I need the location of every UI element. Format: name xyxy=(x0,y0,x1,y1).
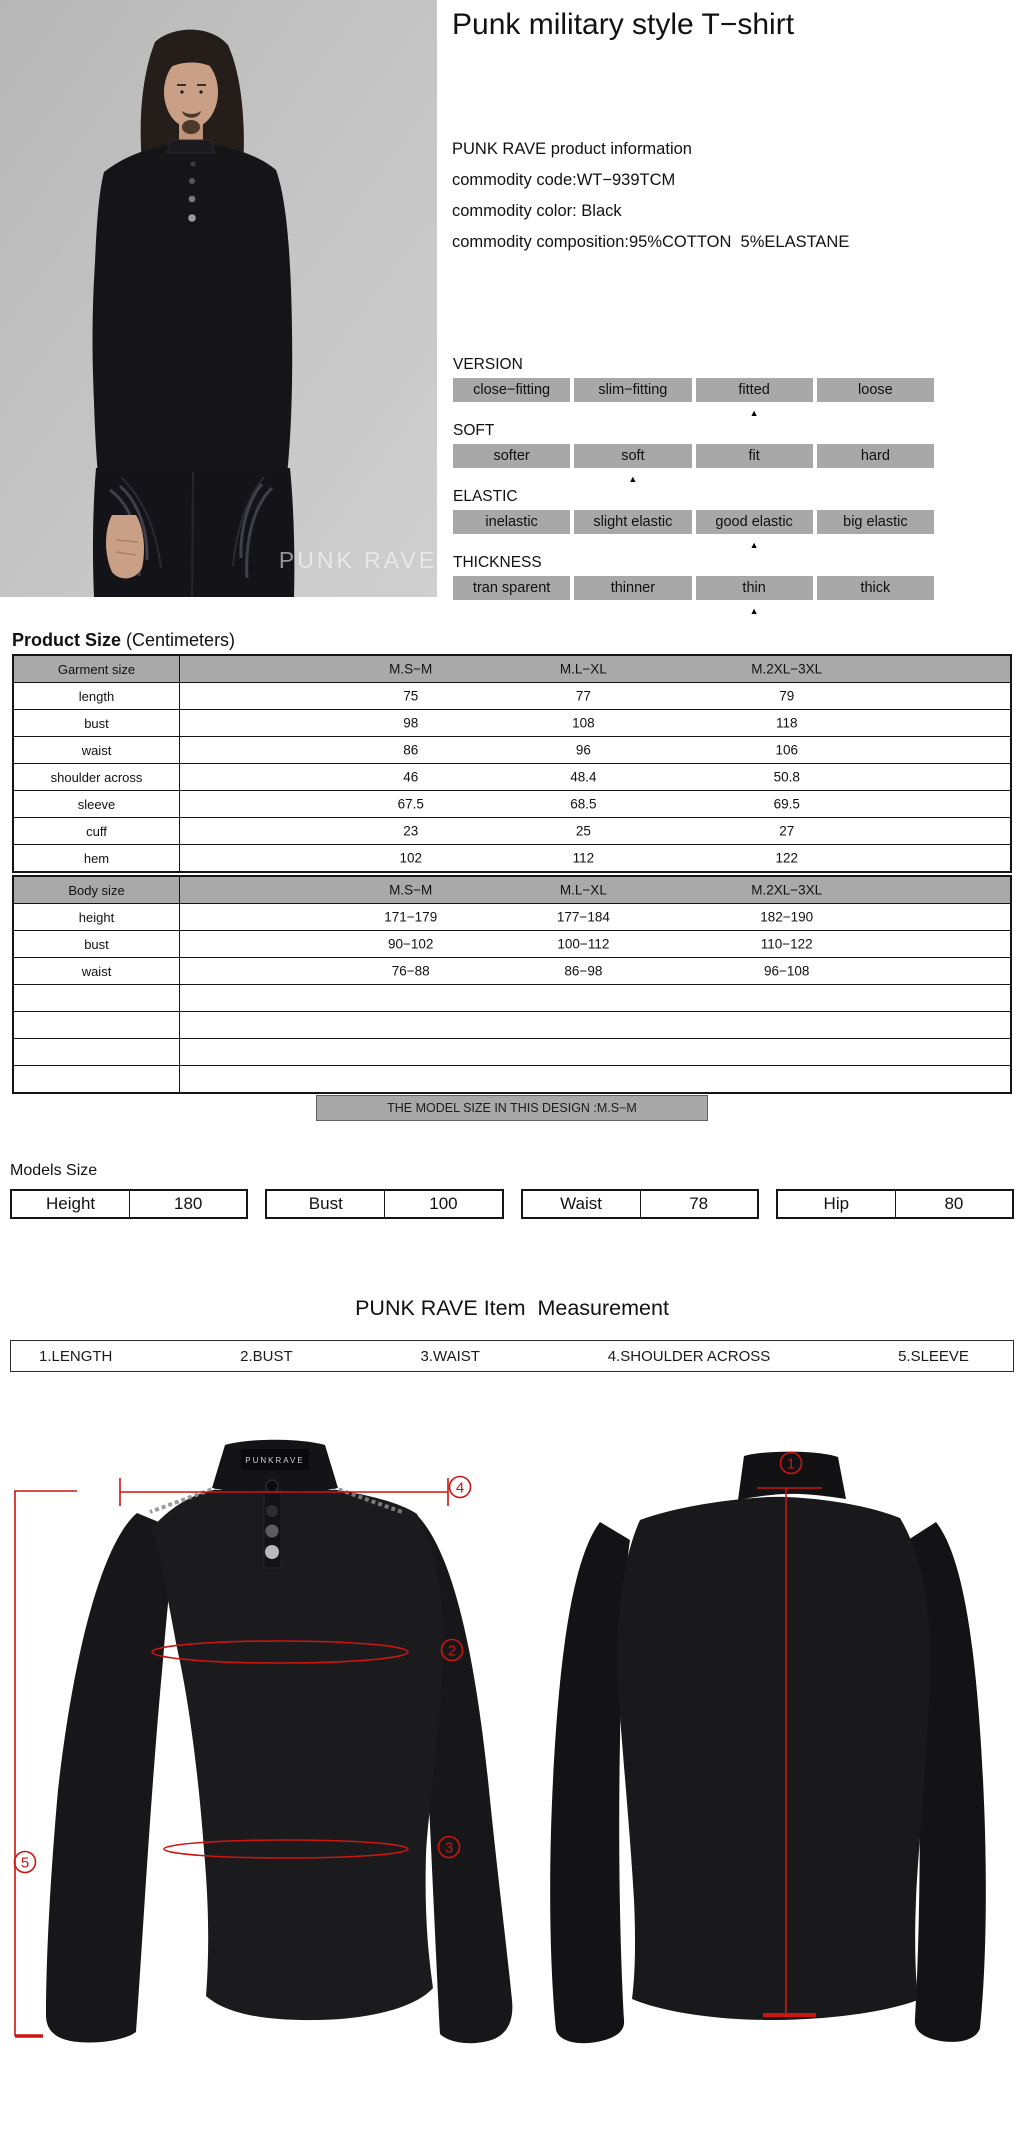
size-table-row xyxy=(14,984,1010,1011)
model-goatee xyxy=(182,120,200,134)
product-size-heading xyxy=(12,630,235,651)
marker-cell xyxy=(574,535,691,548)
shirt-button-icon xyxy=(189,196,196,203)
attribute-bar xyxy=(453,510,934,534)
cell-value: 90−102 xyxy=(388,936,434,952)
cell-value: M.S−M xyxy=(389,661,433,677)
attribute-name: VERSION xyxy=(453,356,523,373)
models-size-dimension-label: Bust xyxy=(308,1194,343,1213)
cell-value: M.L−XL xyxy=(559,661,607,677)
row-values xyxy=(180,1039,1010,1065)
back-torso xyxy=(617,1497,930,2020)
models-size-dimension-value: 78 xyxy=(640,1191,757,1217)
measurement-legend-item: 4.SHOULDER ACROSS xyxy=(607,1347,771,1365)
cell-value: 77 xyxy=(575,688,591,704)
cell-value: 108 xyxy=(572,715,595,731)
selected-marker-icon: ▲ xyxy=(628,474,638,484)
models-size-box xyxy=(521,1189,759,1219)
attribute-bar xyxy=(453,444,934,468)
row-values xyxy=(180,904,1010,930)
product-info-heading: PUNK RAVE product information xyxy=(452,140,692,158)
commodity-color-line xyxy=(452,196,849,227)
marker-cell xyxy=(817,601,934,614)
attribute-option: slim−fitting xyxy=(574,378,691,402)
attribute-bar xyxy=(453,576,934,600)
garment-size-table xyxy=(12,654,1012,873)
cell-value: 102 xyxy=(399,850,422,866)
cell-value: 23 xyxy=(403,823,419,839)
cell-value: 27 xyxy=(779,823,795,839)
measurement-heading: PUNK RAVE Item Measurement xyxy=(355,1296,669,1320)
row-label: height xyxy=(14,904,180,930)
cell-value: 25 xyxy=(575,823,591,839)
attribute-option: tran sparent xyxy=(453,576,570,600)
measurement-legend-strip xyxy=(10,1340,1014,1372)
marker-cell xyxy=(696,403,813,416)
attribute-name: ELASTIC xyxy=(453,488,518,505)
cell-value: 75 xyxy=(403,688,419,704)
measurement-legend-item: 2.BUST xyxy=(240,1347,293,1365)
models-size-dimension-label: Waist xyxy=(560,1194,602,1213)
size-table-row xyxy=(14,844,1010,871)
cell-value: 48.4 xyxy=(570,769,597,785)
shirt-button-icon xyxy=(266,1480,278,1492)
attribute-option: good elastic xyxy=(696,510,813,534)
attribute-option: close−fitting xyxy=(453,378,570,402)
models-size-dimension-value: 80 xyxy=(895,1191,1012,1217)
row-values xyxy=(180,877,1010,903)
size-table-row xyxy=(14,790,1010,817)
measurement-diagram-illustration xyxy=(0,1380,1024,2154)
attribute-sections xyxy=(453,356,934,620)
size-table-row xyxy=(14,1038,1010,1065)
cell-value: 171−179 xyxy=(384,909,438,925)
row-values xyxy=(180,1012,1010,1038)
front-torso xyxy=(152,1490,444,2020)
commodity-composition-value: 95%COTTON 5%ELASTANE xyxy=(628,233,850,251)
attribute-marker-row xyxy=(453,469,934,482)
marker-cell xyxy=(696,535,813,548)
model-photo xyxy=(0,0,437,597)
measurement-legend-item: 5.SLEEVE xyxy=(898,1347,969,1365)
row-values xyxy=(180,1066,1010,1092)
commodity-code-line xyxy=(452,165,849,196)
shoulder-number: 4 xyxy=(455,1479,465,1497)
cell-value: 96 xyxy=(575,742,591,758)
attribute-name: SOFT xyxy=(453,422,495,439)
row-values xyxy=(180,656,1010,682)
commodity-code-label: commodity code: xyxy=(452,171,577,189)
length-number: 1 xyxy=(786,1455,796,1473)
commodity-color-label: commodity color: xyxy=(452,202,577,220)
marker-cell xyxy=(453,403,570,416)
attribute-section xyxy=(453,356,934,416)
models-size-dimension-value: 180 xyxy=(129,1191,246,1217)
marker-cell xyxy=(817,403,934,416)
row-label: Body size xyxy=(14,877,180,903)
row-values xyxy=(180,818,1010,844)
cell-value: 110−122 xyxy=(760,936,813,952)
attribute-option: slight elastic xyxy=(574,510,691,534)
row-values xyxy=(180,764,1010,790)
cell-value: M.S−M xyxy=(389,882,433,898)
row-values xyxy=(180,931,1010,957)
models-size-dimension-label: Height xyxy=(45,1194,96,1213)
row-label: sleeve xyxy=(14,791,180,817)
cell-value: 79 xyxy=(779,688,795,704)
size-table-header-row xyxy=(14,877,1010,903)
shirt-button-icon xyxy=(190,161,195,166)
marker-cell xyxy=(696,601,813,614)
attribute-marker-row xyxy=(453,403,934,416)
models-size-box xyxy=(10,1189,248,1219)
cell-value: 98 xyxy=(403,715,419,731)
measurement-legend-item: 1.LENGTH xyxy=(39,1347,113,1365)
shirt-button-icon xyxy=(266,1505,278,1517)
size-table-row xyxy=(14,736,1010,763)
marker-cell xyxy=(574,601,691,614)
attribute-option: thin xyxy=(696,576,813,600)
attribute-option: big elastic xyxy=(817,510,934,534)
model-eye-right xyxy=(199,90,202,93)
cell-value: 86 xyxy=(403,742,419,758)
commodity-composition-label: commodity composition: xyxy=(452,233,629,251)
selected-marker-icon: ▲ xyxy=(749,606,759,616)
row-label: Garment size xyxy=(14,656,180,682)
attribute-section xyxy=(453,488,934,548)
marker-cell xyxy=(453,601,570,614)
row-label: bust xyxy=(14,931,180,957)
attribute-option: loose xyxy=(817,378,934,402)
commodity-code-value: WT−939TCM xyxy=(576,171,676,189)
cell-value: 76−88 xyxy=(391,963,430,979)
row-label: cuff xyxy=(14,818,180,844)
size-table-row xyxy=(14,763,1010,790)
attribute-option: hard xyxy=(817,444,934,468)
attribute-section xyxy=(453,554,934,614)
row-values xyxy=(180,710,1010,736)
commodity-composition-line xyxy=(452,227,849,258)
attribute-option: fit xyxy=(696,444,813,468)
cell-value: M.2XL−3XL xyxy=(751,661,823,677)
product-size-heading-normal: (Centimeters) xyxy=(121,630,236,650)
cell-value: 67.5 xyxy=(397,796,424,812)
cell-value: 46 xyxy=(403,769,419,785)
attribute-option: inelastic xyxy=(453,510,570,534)
row-values xyxy=(180,791,1010,817)
sleeve-number: 5 xyxy=(20,1854,30,1872)
cell-value: 50.8 xyxy=(773,769,800,785)
row-label: waist xyxy=(14,737,180,763)
marker-cell xyxy=(574,469,691,482)
row-label: length xyxy=(14,683,180,709)
cell-value: 122 xyxy=(775,850,798,866)
measurement-legend-item: 3.WAIST xyxy=(420,1347,480,1365)
attribute-marker-row xyxy=(453,601,934,614)
row-label xyxy=(14,1012,180,1038)
attribute-option: soft xyxy=(574,444,691,468)
marker-cell xyxy=(453,535,570,548)
cell-value: 100−112 xyxy=(557,936,610,952)
row-label: shoulder across xyxy=(14,764,180,790)
size-table-row xyxy=(14,1011,1010,1038)
model-photo-illustration xyxy=(0,0,437,597)
row-label: bust xyxy=(14,710,180,736)
size-table-row xyxy=(14,1065,1010,1092)
attribute-marker-row xyxy=(453,535,934,548)
row-label xyxy=(14,1039,180,1065)
row-label: hem xyxy=(14,845,180,871)
marker-cell xyxy=(453,469,570,482)
commodity-color-value: Black xyxy=(581,202,622,220)
marker-cell xyxy=(817,535,934,548)
shirt-button-icon xyxy=(188,214,196,222)
page-title: Punk military style T−shirt xyxy=(452,8,795,41)
size-table-row xyxy=(14,709,1010,736)
row-values xyxy=(180,845,1010,871)
cell-value: 177−184 xyxy=(556,909,610,925)
collar-tag-label: PUNKRAVE xyxy=(245,1456,305,1465)
attribute-bar xyxy=(453,378,934,402)
cell-value: 106 xyxy=(775,742,798,758)
selected-marker-icon: ▲ xyxy=(749,408,759,418)
marker-cell xyxy=(817,469,934,482)
models-size-label: Models Size xyxy=(10,1162,98,1179)
model-shirt-torso xyxy=(93,143,292,475)
row-label xyxy=(14,1066,180,1092)
product-info xyxy=(452,134,849,258)
cell-value: 68.5 xyxy=(570,796,597,812)
models-size-dimension-value: 100 xyxy=(384,1191,501,1217)
attribute-section xyxy=(453,422,934,482)
size-table-row xyxy=(14,903,1010,930)
models-size-box xyxy=(776,1189,1014,1219)
cell-value: 86−98 xyxy=(564,963,603,979)
cell-value: M.2XL−3XL xyxy=(751,882,823,898)
size-table-header-row xyxy=(14,656,1010,682)
row-label xyxy=(14,985,180,1011)
size-table-row xyxy=(14,682,1010,709)
row-values xyxy=(180,985,1010,1011)
photo-watermark: PUNK RAVE xyxy=(278,547,437,573)
cell-value: M.L−XL xyxy=(559,882,607,898)
attribute-option: thinner xyxy=(574,576,691,600)
model-hand xyxy=(106,515,144,578)
models-size-table xyxy=(10,1189,1014,1219)
models-size-box xyxy=(265,1189,503,1219)
cell-value: 182−190 xyxy=(760,909,814,925)
pants-fly-seam xyxy=(192,472,193,597)
front-left-sleeve xyxy=(46,1513,178,2043)
size-table-row xyxy=(14,817,1010,844)
cell-value: 96−108 xyxy=(764,963,810,979)
models-size-dimension-label: Hip xyxy=(823,1194,850,1213)
back-left-sleeve xyxy=(550,1522,630,2043)
cell-value: 69.5 xyxy=(773,796,800,812)
product-size-heading-bold: Product Size xyxy=(12,630,122,650)
selected-marker-icon: ▲ xyxy=(749,540,759,550)
row-values xyxy=(180,683,1010,709)
shirt-button-icon xyxy=(265,1545,279,1559)
attribute-option: thick xyxy=(817,576,934,600)
size-table-row xyxy=(14,957,1010,984)
waist-number: 3 xyxy=(444,1839,454,1857)
model-size-banner: THE MODEL SIZE IN THIS DESIGN :M.S−M xyxy=(316,1095,708,1121)
cell-value: 112 xyxy=(572,850,595,866)
attribute-option: fitted xyxy=(696,378,813,402)
bust-number: 2 xyxy=(447,1642,457,1660)
model-eye-left xyxy=(180,90,183,93)
shirt-button-icon xyxy=(189,178,195,184)
measurement-diagram xyxy=(0,1380,1024,2154)
attribute-name: THICKNESS xyxy=(453,554,542,571)
attribute-option: softer xyxy=(453,444,570,468)
cell-value: 118 xyxy=(775,715,798,731)
row-values xyxy=(180,737,1010,763)
model-shirt-collar xyxy=(167,140,215,153)
shirt-button-icon xyxy=(266,1525,279,1538)
marker-cell xyxy=(574,403,691,416)
size-table-row xyxy=(14,930,1010,957)
row-label: waist xyxy=(14,958,180,984)
marker-cell xyxy=(696,469,813,482)
row-values xyxy=(180,958,1010,984)
body-size-table xyxy=(12,875,1012,1094)
